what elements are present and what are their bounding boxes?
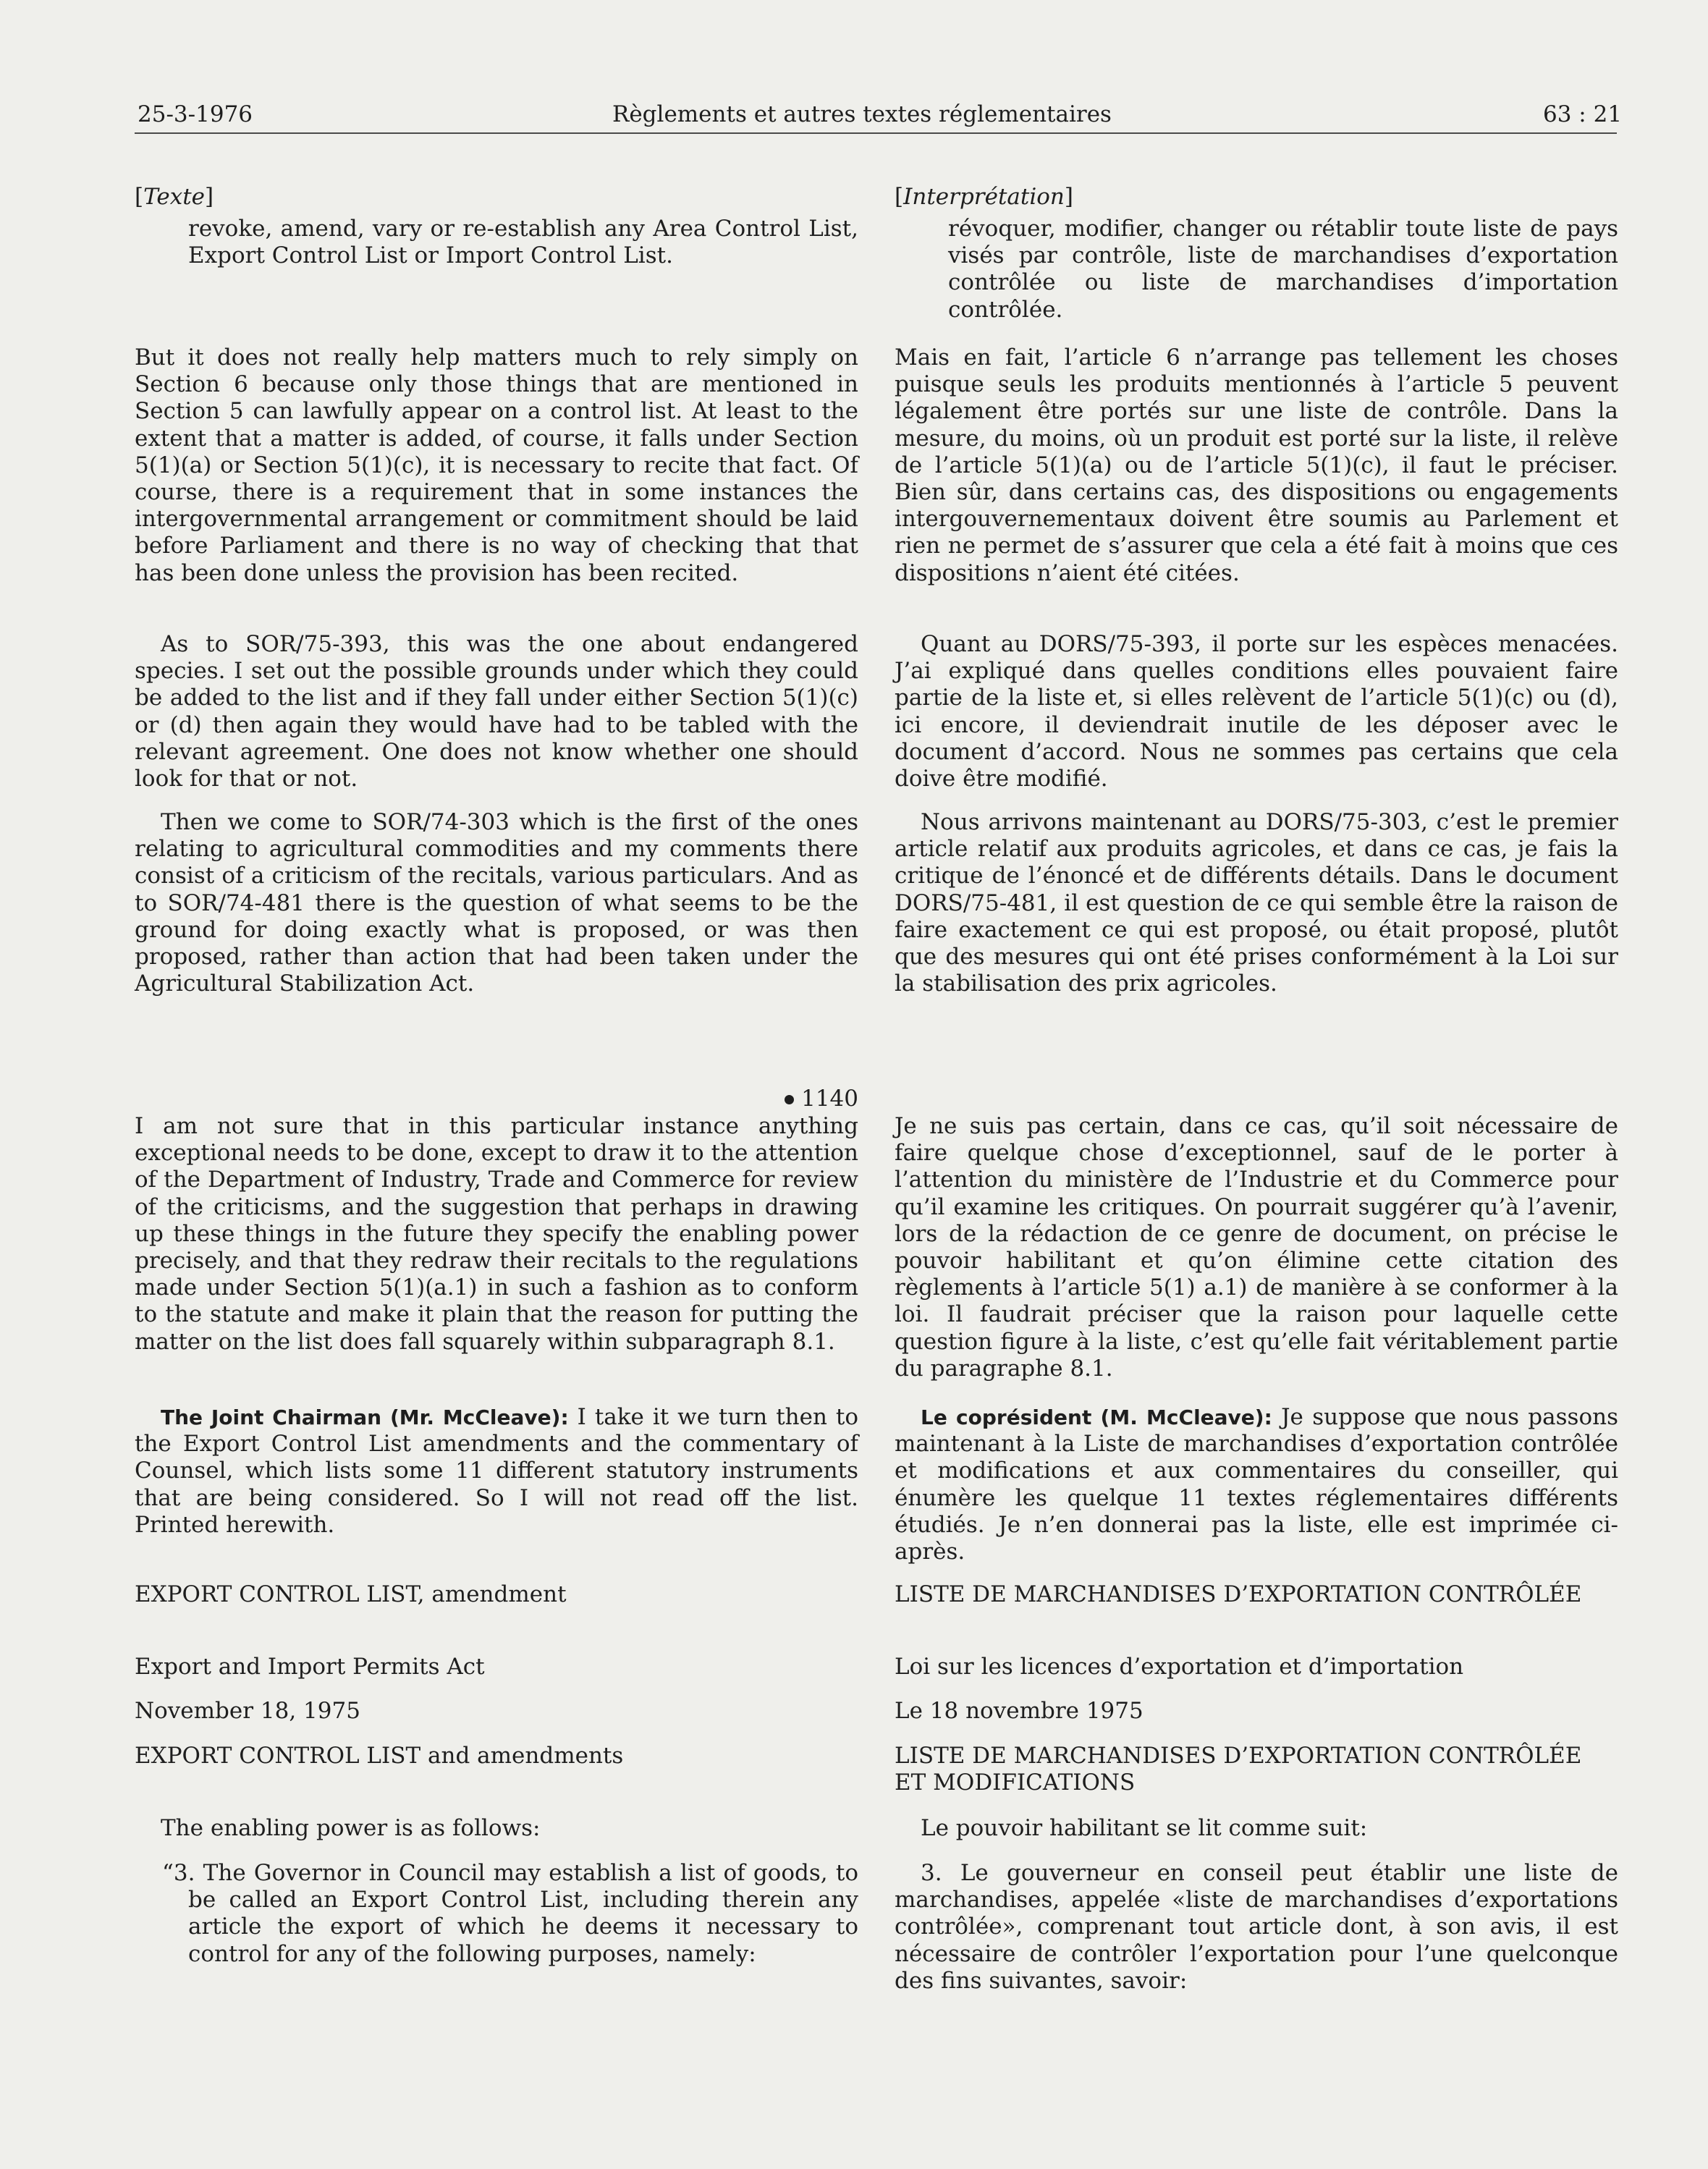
section-label: [Texte] <box>135 184 214 210</box>
paragraph-6: The Joint Chairman (Mr. McCleave): I take it we turn then to the Export Control List amendments and the commentary of Counsel, which lists some 11 different statutory instruments that are being considered. So I will not read off the list. Printed herewith. <box>135 1404 859 1538</box>
heading-4: EXPORT CONTROL LIST and amendments <box>135 1743 624 1769</box>
heading-2: Export and Import Permits Act <box>135 1654 485 1680</box>
heading-4: LISTE DE MARCHANDISES D’EXPORTATION CONTRÔLÉE ET MODIFICATIONS <box>895 1743 1582 1796</box>
speaker-name: Le coprésident (M. McCleave): <box>921 1405 1272 1429</box>
paragraph-5: I am not sure that in this particular instance anything exceptional needs to be done, except to draw it to the attention of the Department of Industry, Trade and Commerce for review of the criticisms, and the suggestion that perhaps in drawing up these things in the future they specify the enabling power precisely, and that they redraw their recitals to the regulations made under Section 5(1)(a.1) in such a fashion as to conform to the statute and make it plain that the reason for putting the matter on the list does fall squarely within subparagraph 8.1. <box>135 1113 858 1355</box>
header-date: 25-3-1976 <box>138 101 253 127</box>
paragraph-7: The enabling power is as follows: <box>161 1815 541 1841</box>
paragraph-1: revoke, amend, vary or re-establish any Area Control List, Export Control List or Import Control List. <box>188 216 858 269</box>
paragraph-4: Then we come to SOR/74-303 which is the first of the ones relating to agricultural commodities and my comments there consist of a criticism of the recitals, various particulars. And as to SOR/74-481 there is the question of what seems to be the ground for doing exactly what is proposed, or was then proposed, rather than action that had been taken under the Agricultural Stabilization Act. <box>135 809 858 997</box>
paragraph-6: Le coprésident (M. McCleave): Je suppose que nous passons maintenant à la Liste de marchandises d’exportation contrôlée et modifications et aux commentaires du conseiller, qui énumère les quelque 11 textes réglementaires différents étudiés. Je n’en donnerai pas la liste, elle est imprimée ci-après. <box>895 1404 1618 1565</box>
header-title: Règlements et autres textes réglementaires <box>612 101 1112 127</box>
paragraph-3: Quant au DORS/75-393, il porte sur les espèces menacées. J’ai expliqué dans quelles conditions elles pouvaient faire partie de la liste et, si elles relèvent de l’article 5(1)(c) ou (d), ici encore, il deviendrait inutile de les déposer avec le document d’accord. Nous ne sommes pas certains que cela doive être modifié. <box>895 631 1618 792</box>
heading-2: Loi sur les licences d’exportation et d’importation <box>895 1654 1464 1680</box>
paragraph-5: Je ne suis pas certain, dans ce cas, qu’il soit nécessaire de faire quelque chose d’exceptionnel, sauf de le porter à l’attention du ministère de l’Industrie et du Commerce pour qu’il examine les critiques. On pourrait suggérer qu’à l’avenir, lors de la rédaction de ce genre de document, on précise le pouvoir habilitant et qu’on élimine cette citation des règlements à l’article 5(1) a.1) de manière à se conformer à la loi. Il faudrait préciser que la raison pour laquelle cette question figure à la liste, c’est qu’elle fait véritablement partie du paragraphe 8.1. <box>895 1113 1618 1382</box>
heading-1: LISTE DE MARCHANDISES D’EXPORTATION CONTRÔLÉE <box>895 1581 1582 1607</box>
paragraph-4: Nous arrivons maintenant au DORS/75-303, c’est le premier article relatif aux produits agricoles, et dans ce cas, je fais la critique de l’énoncé et de différents détails. Dans le document DORS/75-481, il est question de ce qui semble être la raison de faire exactement ce qui est proposé, ou était proposé, plutôt que des mesures qui ont été prises conformément à la Loi sur la stabilisation des prix agricoles. <box>895 809 1618 997</box>
heading-3: Le 18 novembre 1975 <box>895 1698 1143 1724</box>
paragraph-1: révoquer, modifier, changer ou rétablir toute liste de pays visés par contrôle, liste de marchandises d’exportation contrôlée ou liste de marchandises d’importation contrôlée. <box>948 216 1618 323</box>
header-page-number: 63 : 21 <box>1543 101 1623 127</box>
heading-3: November 18, 1975 <box>135 1698 360 1724</box>
paragraph-7: Le pouvoir habilitant se lit comme suit: <box>921 1815 1368 1841</box>
section-label: [Interprétation] <box>895 184 1074 210</box>
paragraph-3: As to SOR/75-393, this was the one about endangered species. I set out the possible grounds under which they could be added to the list and if they fall under either Section 5(1)(c) or (d) then again they would have had to be tabled with the relevant agreement. One does not know whether one should look for that or not. <box>135 631 858 792</box>
time-marker: 1140 <box>714 1086 858 1112</box>
paragraph-8-quote: 3. Le gouverneur en conseil peut établir une liste de marchandises, appelée «liste de marchandises d’exportations contrôlée», comprenant tout article dont, à son avis, il est nécessaire de contrôler l’exportation pour l’une quelconque des fins suivantes, savoir: <box>895 1860 1618 1994</box>
speaker-name: The Joint Chairman (Mr. McCleave): <box>161 1405 569 1429</box>
bullet-icon <box>785 1095 794 1104</box>
paragraph-2: Mais en fait, l’article 6 n’arrange pas tellement les choses puisque seuls les produits mentionnés à l’article 5 peuvent légalement être portés sur une liste de contrôle. Dans la mesure, du moins, où un produit est porté sur la liste, il relève de l’article 5(1)(a) ou de l’article 5(1)(c), il faut le préciser. Bien sûr, dans certains cas, des dispositions ou engagements intergouvernementaux doivent être soumis au Parlement et rien ne permet de s’assurer que cela a été fait à moins que ces dispositions n’aient été citées. <box>895 344 1618 586</box>
paragraph-2: But it does not really help matters much to rely simply on Section 6 because only those things that are mentioned in Section 5 can lawfully appear on a control list. At least to the extent that a matter is added, of course, it falls under Section 5(1)(a) or Section 5(1)(c), it is necessary to recite that fact. Of course, there is a requirement that in some instances the intergovernmental arrangement or commitment should be laid before Parliament and there is no way of checking that that has been done unless the provision has been recited. <box>135 344 858 586</box>
header-rule <box>135 132 1617 134</box>
heading-1: EXPORT CONTROL LIST, amendment <box>135 1581 567 1607</box>
paragraph-8-quote: “3. The Governor in Council may establish a list of goods, to be called an Export Control List, including therein any article the export of which he deems it necessary to control for any of the following purposes, namely: <box>162 1860 858 1967</box>
